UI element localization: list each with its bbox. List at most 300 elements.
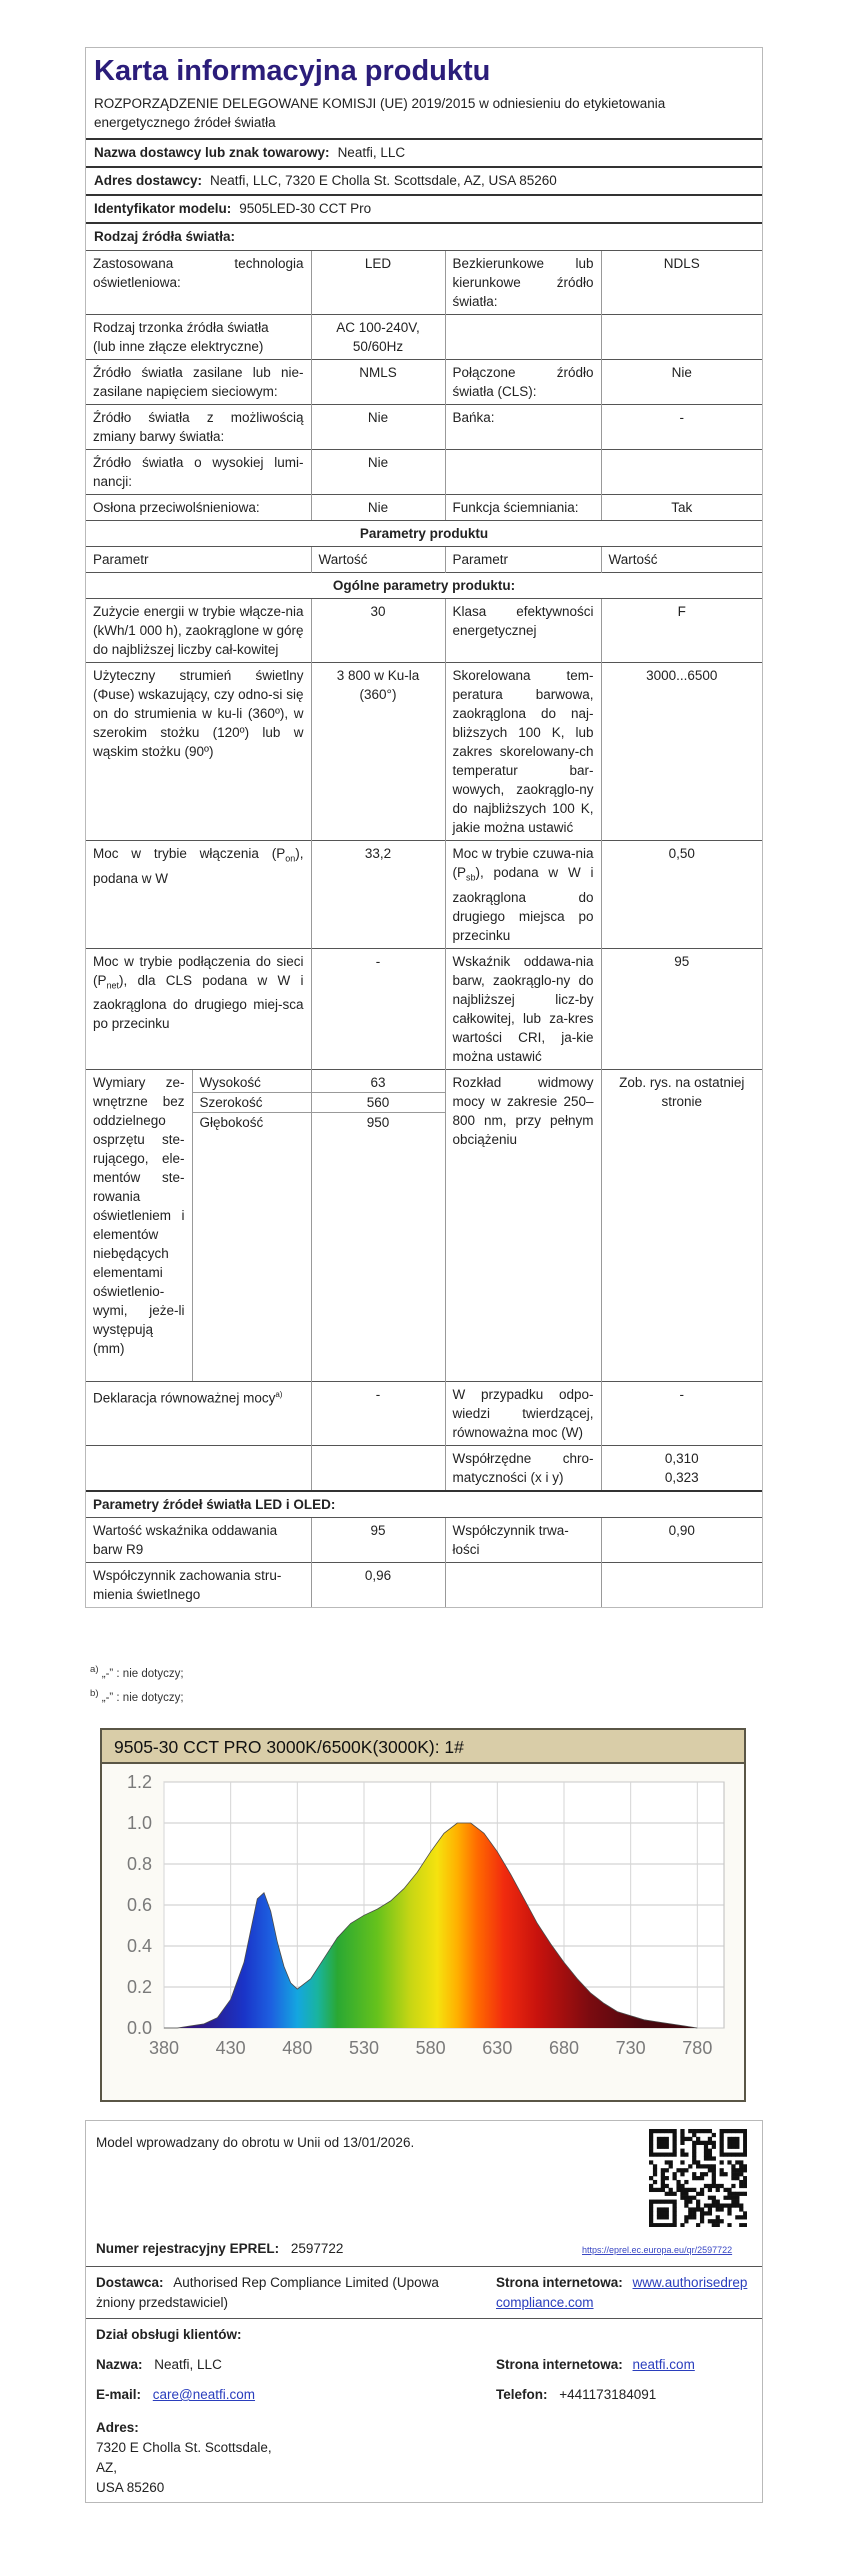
column-header-param: Parametr (445, 547, 601, 573)
qr-module (712, 2196, 716, 2200)
qr-module (665, 2184, 669, 2188)
qr-module (731, 2153, 735, 2157)
table-cell-empty (311, 1445, 445, 1491)
qr-module (673, 2211, 677, 2215)
qr-module (676, 2180, 680, 2184)
qr-module (708, 2141, 712, 2145)
qr-module (653, 2172, 657, 2176)
qr-module (688, 2196, 692, 2200)
width-label: Szerokość (193, 1093, 312, 1113)
qr-module (692, 2145, 696, 2149)
qr-module (692, 2141, 696, 2145)
qr-module (692, 2215, 696, 2219)
distributor-value: Authorised Rep Compliance Limited (Upowa żniony przedstawiciel) (96, 2275, 439, 2310)
qr-module (649, 2176, 653, 2180)
qr-module (649, 2219, 653, 2223)
qr-module (708, 2203, 712, 2207)
qr-module (743, 2215, 747, 2219)
qr-module (743, 2145, 747, 2149)
table-row (86, 251, 762, 315)
section-header-row (86, 1491, 762, 1518)
qr-module (661, 2145, 665, 2149)
page-title: Karta informacyjna produktu (94, 55, 491, 87)
service-email-row (96, 2387, 255, 2402)
qr-module (723, 2172, 727, 2176)
qr-module (673, 2215, 677, 2219)
x-tick-label: 530 (348, 2038, 380, 2058)
qr-module (716, 2215, 720, 2219)
table-row (86, 450, 762, 495)
qr-module (727, 2203, 731, 2207)
qr-module (720, 2141, 724, 2145)
qr-module (657, 2200, 661, 2204)
qr-module (739, 2168, 743, 2172)
label-subscript: on (285, 853, 296, 864)
supplier-name-row (86, 138, 762, 166)
model-value: 9505LED-30 CCT Pro (239, 201, 372, 216)
footnote-a (90, 1660, 184, 1684)
qr-module (735, 2145, 739, 2149)
column-header-param: Parametr (86, 547, 311, 573)
qr-module (684, 2192, 688, 2196)
dimensions-row (86, 1069, 762, 1381)
qr-module (716, 2203, 720, 2207)
qr-module (735, 2203, 739, 2207)
qr-module (735, 2196, 739, 2200)
qr-module (684, 2188, 688, 2192)
qr-module (735, 2176, 739, 2180)
table-row (86, 315, 762, 360)
y-tick-label: 0.4 (126, 1936, 152, 1956)
qr-module (676, 2168, 680, 2172)
table-cell-label: Wskaźnik oddawa-nia barw, zaokrąglo-ny do najbliższej licz-by całkowitej, lub za-kres wartości CRI, ja-kie można ustawić (445, 948, 601, 1069)
qr-module (669, 2160, 673, 2164)
qr-module (684, 2180, 688, 2184)
table-cell-label: Rozkład widmowy mocy w zakresie 250–800 nm, przy pełnym obciążeniu (445, 1069, 601, 1381)
qr-module (743, 2184, 747, 2188)
table-cell-value: - (311, 1381, 445, 1445)
qr-module (712, 2180, 716, 2184)
qr-module (692, 2129, 696, 2133)
eprel-number: 2597722 (290, 2241, 344, 2256)
qr-module (720, 2168, 724, 2172)
qr-module (743, 2141, 747, 2145)
column-header-row (86, 547, 762, 573)
product-parameters-heading: Parametry produktu (86, 521, 762, 547)
qr-module (657, 2211, 661, 2215)
qr-module (688, 2211, 692, 2215)
table-cell-value: 95 (311, 1517, 445, 1562)
qr-module (731, 2176, 735, 2180)
email-label: E-mail: (96, 2387, 142, 2402)
supplier-address-row (86, 166, 762, 194)
label-part: Deklaracja równoważnej mocy (93, 1390, 276, 1406)
qr-module (731, 2203, 735, 2207)
x-tick-label: 730 (615, 2038, 646, 2058)
qr-module (684, 2215, 688, 2219)
qr-module (673, 2129, 677, 2133)
qr-module (704, 2164, 708, 2168)
distributor-website-link[interactable]: www.authorisedrepcompliance.com (496, 2275, 748, 2310)
qr-module (680, 2141, 684, 2145)
qr-module (731, 2141, 735, 2145)
qr-module (692, 2153, 696, 2157)
qr-module (723, 2153, 727, 2157)
qr-module (696, 2207, 700, 2211)
service-name-row (96, 2357, 222, 2372)
y-tick-label: 0.6 (126, 1895, 152, 1915)
service-name-value: Neatfi, LLC (154, 2357, 222, 2372)
chroma-y: 0,323 (664, 1469, 699, 1485)
address-label: Adres: (96, 2420, 139, 2435)
qr-module (704, 2141, 708, 2145)
qr-module (708, 2219, 712, 2223)
qr-module (688, 2207, 692, 2211)
qr-module (684, 2137, 688, 2141)
qr-module (692, 2188, 696, 2192)
qr-module (680, 2160, 684, 2164)
label-part: Moc w trybie czuwa-nia (P (452, 846, 594, 880)
qr-module (665, 2223, 669, 2227)
footnote-b (90, 1684, 184, 1708)
column-header-value: Wartość (311, 547, 445, 573)
qr-module (727, 2129, 731, 2133)
qr-module (669, 2192, 673, 2196)
distributor-label: Dostawca: (96, 2275, 164, 2290)
qr-module (735, 2215, 739, 2219)
qr-module (665, 2176, 669, 2180)
qr-module (712, 2156, 716, 2160)
x-tick-label: 680 (548, 2038, 580, 2058)
qr-module (712, 2133, 716, 2137)
table-row (86, 1517, 762, 1562)
qr-module (653, 2188, 657, 2192)
light-source-type-label: Rodzaj źródła światła: (94, 229, 236, 244)
qr-module (735, 2168, 739, 2172)
qr-module (665, 2168, 669, 2172)
qr-module (673, 2149, 677, 2153)
qr-module (696, 2164, 700, 2168)
qr-module (720, 2149, 724, 2153)
depth-value: 950 (366, 1114, 390, 1130)
qr-module (692, 2196, 696, 2200)
distributor-website-row (496, 2273, 751, 2313)
qr-module (743, 2133, 747, 2137)
service-website-link[interactable]: neatfi.com (632, 2357, 695, 2372)
dimensions-cell (86, 1069, 311, 1381)
dimensions-label: Wymiary ze-wnętrzne bez oddzielnego osprzętu ste-rującego, ele-mentów ste-rowania oświetleniem i elementów niebędących elementami oświetlenio-wymi, jeże-li występują (mm) (86, 1070, 192, 1381)
qr-module (700, 2172, 704, 2176)
qr-module (720, 2184, 724, 2188)
qr-module (692, 2172, 696, 2176)
qr-module (708, 2164, 712, 2168)
table-cell-label: Osłona przeciwolśnieniowa: (86, 495, 311, 521)
qr-module (700, 2188, 704, 2192)
address-line: 7320 E Cholla St. Scottsdale, (96, 2440, 272, 2455)
table-cell-label: Zużycie energii w trybie włącze-nia (kWh/1 000 h), zaokrąglone w górę do najbliższej liczby cał-kowitej (86, 599, 311, 663)
qr-module (739, 2160, 743, 2164)
spectrum-plot (102, 1764, 744, 2100)
qr-module (649, 2184, 653, 2188)
qr-module (661, 2168, 665, 2172)
qr-module (649, 2129, 653, 2133)
table-cell-value: LED (311, 251, 445, 315)
y-tick-label: 0.2 (126, 1977, 152, 1997)
qr-module (653, 2153, 657, 2157)
label-subscript: net (106, 980, 120, 991)
qr-module (743, 2223, 747, 2227)
qr-module (649, 2211, 653, 2215)
qr-module (739, 2180, 743, 2184)
qr-module (661, 2188, 665, 2192)
qr-module (712, 2200, 716, 2204)
qr-module (669, 2223, 673, 2227)
email-link[interactable]: care@neatfi.com (152, 2387, 256, 2402)
qr-module (653, 2164, 657, 2168)
qr-module (720, 2133, 724, 2137)
qr-module (661, 2207, 665, 2211)
qr-module (739, 2184, 743, 2188)
table-cell-label: Bezkierunkowe lub kierunkowe źródło światła: (445, 251, 601, 315)
dimension-names (192, 1070, 311, 1381)
qr-module (743, 2176, 747, 2180)
address-line: AZ, (96, 2460, 118, 2475)
table-row (86, 1562, 762, 1607)
table-cell-label (445, 450, 601, 495)
y-tick-label: 1.2 (126, 1772, 152, 1792)
table-cell-value: Nie (601, 360, 762, 405)
registration-block (85, 2120, 763, 2503)
qr-module (649, 2203, 653, 2207)
table-cell-label: Współrzędne chro-matyczności (x i y) (445, 1445, 601, 1491)
qr-module (684, 2153, 688, 2157)
qr-module (680, 2184, 684, 2188)
table-cell-value: 0,50 (601, 841, 762, 949)
qr-module (661, 2172, 665, 2176)
eprel-link[interactable]: https://eprel.ec.europa.eu/qr/2597722 (582, 2245, 733, 2255)
table-cell-value: Tak (601, 495, 762, 521)
dimensions-subtable (86, 1070, 311, 1381)
qr-module (731, 2137, 735, 2141)
qr-module (704, 2156, 708, 2160)
qr-module (712, 2141, 716, 2145)
qr-module (723, 2129, 727, 2133)
table-cell-label: Źródło światła zasilane lub nie-zasilane napięciem sieciowym: (86, 360, 311, 405)
cap-type-label: Rodzaj trzonka źródła światła (93, 320, 269, 335)
qr-module (712, 2168, 716, 2172)
qr-module (716, 2223, 720, 2227)
qr-module (653, 2223, 657, 2227)
qr-module (712, 2145, 716, 2149)
qr-module (661, 2211, 665, 2215)
qr-module (735, 2137, 739, 2141)
qr-module (680, 2196, 684, 2200)
general-parameters-heading: Ogólne parametry produktu: (86, 573, 762, 599)
light-source-type-row (86, 222, 762, 250)
qr-module (684, 2168, 688, 2172)
footnote-marker: a) (90, 1664, 99, 1675)
qr-module (716, 2188, 720, 2192)
table-cell-label: W przypadku odpo-wiedzi twierdzącej, równoważna moc (W) (445, 1381, 601, 1445)
qr-module (704, 2211, 708, 2215)
table-cell-label (445, 315, 601, 360)
qr-module (649, 2200, 653, 2204)
qr-module (739, 2223, 743, 2227)
qr-module (716, 2200, 720, 2204)
qr-module (723, 2196, 727, 2200)
qr-module (665, 2200, 669, 2204)
address-line: USA 85260 (96, 2480, 165, 2495)
footnotes (90, 1660, 184, 1708)
qr-module (712, 2164, 716, 2168)
service-address (96, 2418, 272, 2498)
table-row (86, 495, 762, 521)
qr-module (731, 2184, 735, 2188)
qr-module (700, 2129, 704, 2133)
x-tick-label: 580 (415, 2038, 446, 2058)
qr-module (712, 2203, 716, 2207)
qr-module (688, 2188, 692, 2192)
qr-module (727, 2160, 731, 2164)
qr-module (700, 2211, 704, 2215)
table-row (86, 948, 762, 1069)
qr-module (708, 2168, 712, 2172)
table-cell-value: NMLS (311, 360, 445, 405)
height-label: Wysokość (193, 1073, 312, 1093)
qr-module (704, 2153, 708, 2157)
table-cell-value: - (601, 1381, 762, 1445)
qr-module (720, 2219, 724, 2223)
qr-module (661, 2129, 665, 2133)
qr-module (665, 2141, 669, 2145)
qr-module (661, 2153, 665, 2157)
qr-module (680, 2172, 684, 2176)
qr-module (696, 2129, 700, 2133)
x-tick-label: 430 (215, 2038, 246, 2058)
qr-module (692, 2149, 696, 2153)
qr-module (700, 2164, 704, 2168)
label-part: ), dla CLS podana w W i zaokrąglona do drugiego miej-sca po przecinku (93, 972, 304, 1032)
qr-module (688, 2137, 692, 2141)
qr-module (700, 2219, 704, 2223)
qr-module (696, 2200, 700, 2204)
supplier-address-label: Adres dostawcy: (94, 173, 203, 188)
qr-module (657, 2137, 661, 2141)
qr-module (665, 2153, 669, 2157)
table-cell-label (445, 841, 601, 949)
qr-module (657, 2207, 661, 2211)
qr-module (673, 2207, 677, 2211)
column-header-value: Wartość (601, 547, 762, 573)
qr-module (704, 2203, 708, 2207)
qr-module (727, 2207, 731, 2211)
x-tick-label: 480 (282, 2038, 313, 2058)
qr-module (649, 2145, 653, 2149)
qr-module (665, 2211, 669, 2215)
qr-module (684, 2196, 688, 2200)
qr-module (739, 2172, 743, 2176)
qr-module (727, 2192, 731, 2196)
qr-module (708, 2153, 712, 2157)
table-cell-value (601, 1562, 762, 1607)
qr-module (649, 2153, 653, 2157)
table-row (86, 841, 762, 949)
qr-module (704, 2129, 708, 2133)
qr-module (720, 2207, 724, 2211)
qr-module (731, 2200, 735, 2204)
distributor-row (96, 2273, 481, 2313)
table-cell-label: Połączone źródło światła (CLS): (445, 360, 601, 405)
qr-module (661, 2137, 665, 2141)
product-parameters-table (86, 520, 762, 1607)
footnote-text: „-” : nie dotyczy; (101, 1667, 184, 1680)
qr-module (708, 2137, 712, 2141)
qr-module (692, 2133, 696, 2137)
model-row (86, 194, 762, 222)
label-part: ), podana w W (93, 846, 304, 886)
qr-module (673, 2203, 677, 2207)
qr-module (723, 2203, 727, 2207)
table-cell-value: 33,2 (311, 841, 445, 949)
qr-module (712, 2223, 716, 2227)
eprel-qr-code[interactable] (649, 2129, 747, 2227)
qr-module (731, 2129, 735, 2133)
table-cell-value: Nie (311, 450, 445, 495)
qr-module (712, 2172, 716, 2176)
table-cell-value: Zob. rys. na ostatniej stronie (601, 1069, 762, 1381)
table-cell-value (601, 450, 762, 495)
qr-module (696, 2203, 700, 2207)
qr-module (665, 2129, 669, 2133)
qr-module (712, 2219, 716, 2223)
qr-module (708, 2211, 712, 2215)
qr-module (673, 2153, 677, 2157)
qr-module (723, 2188, 727, 2192)
qr-module (727, 2145, 731, 2149)
chroma-x: 0,310 (664, 1450, 699, 1466)
qr-module (739, 2164, 743, 2168)
website-label: Strona internetowa: (496, 2275, 623, 2290)
qr-module (665, 2145, 669, 2149)
x-axis-ticks (149, 2038, 712, 2058)
qr-module (688, 2164, 692, 2168)
qr-module (743, 2180, 747, 2184)
qr-module (720, 2160, 724, 2164)
qr-module (735, 2160, 739, 2164)
qr-module (700, 2176, 704, 2180)
qr-module (735, 2153, 739, 2157)
y-axis-ticks (127, 1772, 152, 2038)
qr-module (673, 2141, 677, 2145)
qr-module (665, 2160, 669, 2164)
table-row (86, 663, 762, 841)
qr-module (720, 2137, 724, 2141)
qr-module (720, 2129, 724, 2133)
qr-module (669, 2153, 673, 2157)
x-tick-label: 780 (682, 2038, 713, 2058)
qr-module (684, 2219, 688, 2223)
qr-module (743, 2137, 747, 2141)
qr-module (731, 2196, 735, 2200)
qr-module (661, 2176, 665, 2180)
table-cell-value: - (311, 948, 445, 1069)
qr-module (704, 2149, 708, 2153)
qr-module (708, 2129, 712, 2133)
qr-module (657, 2145, 661, 2149)
qr-module (739, 2153, 743, 2157)
table-cell-value: - (601, 405, 762, 450)
table-cell-value: 30 (311, 599, 445, 663)
